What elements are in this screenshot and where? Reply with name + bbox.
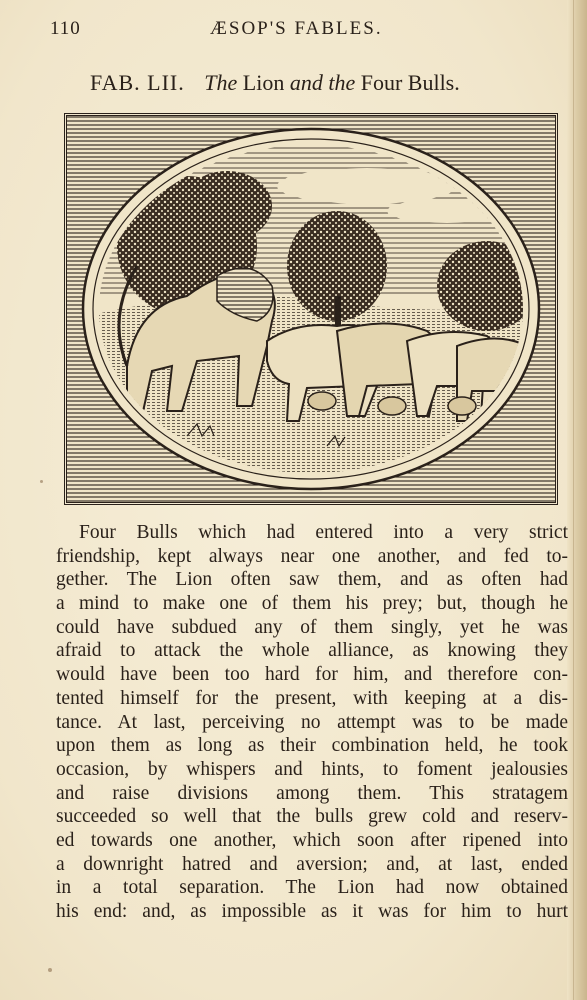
- lion-and-bulls-engraving: [67, 116, 555, 502]
- running-title: ÆSOP'S FABLES.: [210, 18, 383, 39]
- text-line: a mind to make one of them his prey; but, though he: [56, 593, 568, 615]
- fable-text: [56, 521, 568, 924]
- text-line: ed towards one another, which soon after ripened into: [56, 829, 568, 851]
- text-line: gether. The Lion often saw them, and as often had: [56, 569, 568, 591]
- text-line: Four Bulls which had entered into a very strict: [79, 522, 568, 543]
- ink-spot: [48, 968, 52, 972]
- page-edge: [567, 0, 587, 1000]
- text-line: tance. At last, perceiving no attempt was to be made: [56, 711, 568, 733]
- fable-title-lion: Lion: [242, 70, 285, 95]
- text-line: tented himself for the present, with keeping at a dis-: [56, 687, 568, 709]
- text-line: would have been too hard for him, and therefore con-: [56, 664, 568, 686]
- text-line: a downright hatred and aversion; and, at last, ended: [56, 853, 568, 875]
- text-line: and raise divisions among them. This stratagem: [56, 782, 568, 804]
- running-head: [0, 18, 570, 48]
- ink-spot: [40, 480, 43, 483]
- fable-heading: [90, 70, 540, 96]
- text-line: afraid to attack the whole alliance, as knowing they: [56, 640, 568, 662]
- text-line: could have subdued any of them singly, yet he was: [56, 616, 568, 638]
- fable-number: FAB. LII.: [90, 70, 185, 95]
- text-line: in a total separation. The Lion had now obtained: [56, 877, 568, 899]
- text-line: succeeded so well that the bulls grew cold and reserv-: [56, 806, 568, 828]
- page-number: 110: [50, 18, 81, 39]
- fable-title-and-the: and the: [289, 70, 356, 95]
- text-line: upon them as long as their combination held, he took: [56, 735, 568, 757]
- text-line: his end: and, as impossible as it was for him to hurt: [56, 901, 568, 922]
- fable-title-the: The: [204, 70, 238, 95]
- text-line: friendship, kept always near one another, and fed to-: [56, 545, 568, 567]
- fable-title-four-bulls: Four Bulls.: [360, 70, 460, 95]
- woodcut-illustration: [64, 113, 558, 505]
- text-line: occasion, by whispers and hints, to foment jealousies: [56, 758, 568, 780]
